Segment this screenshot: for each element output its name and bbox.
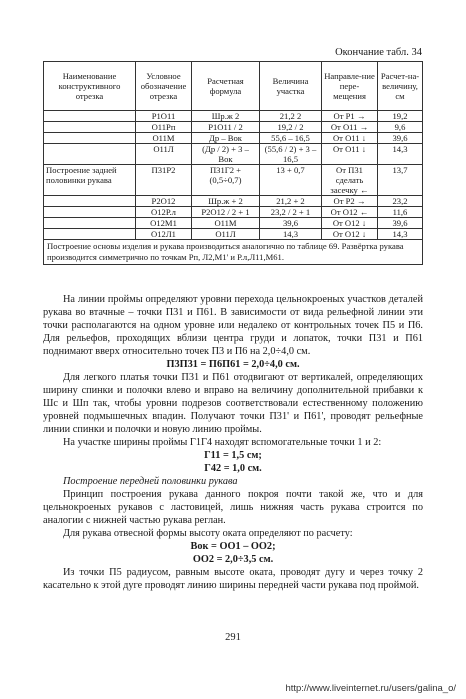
body-text bbox=[43, 293, 423, 592]
table-cell: О12Р.л bbox=[136, 207, 192, 218]
watermark-url: http://www.liveinternet.ru/users/galina_o/ bbox=[285, 683, 456, 694]
formula: Г11 = 1,5 см; bbox=[204, 450, 262, 461]
table-row bbox=[44, 122, 423, 133]
paragraph: Для легкого платья точки П31 и П61 отодвигают от вертикалей, определяющих ширину спинки и полочки влево и вправо на величину дополнительной прибавки к Шс и Шп так, чтобы уровни подрезов соответствовали естественному положению уровней подмышечных впадин. Получают точки П31' и П61', проводят рельефные линии спинки и полочки и новую линию проймы. bbox=[43, 372, 423, 435]
table-cell: 23,2 / 2 + 1 bbox=[260, 207, 322, 218]
table-cell: 14,3 bbox=[260, 229, 322, 240]
table-cell: 11,6 bbox=[378, 207, 423, 218]
table-row bbox=[44, 165, 423, 196]
header-cell: Наименование конструктивного отрезка bbox=[44, 62, 136, 111]
formula: ОО2 = 2,0÷3,5 см. bbox=[192, 554, 274, 565]
table-cell: 39,6 bbox=[378, 218, 423, 229]
table-cell: О11Рп bbox=[136, 122, 192, 133]
table-cell: 19,2 / 2 bbox=[260, 122, 322, 133]
table-caption: Окончание табл. 34 bbox=[335, 47, 422, 58]
table-cell: От О11 ↓ bbox=[322, 144, 378, 165]
table-cell: Построение задней половинки рукава bbox=[44, 165, 136, 196]
header-cell: Направле-ние пере-мещения bbox=[322, 62, 378, 111]
table-cell: 23,2 bbox=[378, 196, 423, 207]
table-cell bbox=[44, 111, 136, 122]
table-cell: Шр.ж + 2 bbox=[192, 196, 260, 207]
table-cell: 21,2 2 bbox=[260, 111, 322, 122]
table-cell bbox=[44, 122, 136, 133]
section-heading: Построение передней половинки рукава bbox=[63, 476, 238, 487]
table-row bbox=[44, 133, 423, 144]
table-cell bbox=[44, 207, 136, 218]
table-cell: П31Р2 bbox=[136, 165, 192, 196]
table-cell: О11Л bbox=[192, 229, 260, 240]
table-cell: О11М bbox=[136, 133, 192, 144]
header-cell: Расчетная формула bbox=[192, 62, 260, 111]
formula: П3П31 = П6П61 = 2,0÷4,0 см. bbox=[166, 359, 300, 370]
table-cell: О11М bbox=[192, 218, 260, 229]
header-cell: Расчет-на-величину, см bbox=[378, 62, 423, 111]
table-row bbox=[44, 218, 423, 229]
paragraph: На линии проймы определяют уровни перехода цельнокроеных участков деталей рукава во втачные – точки П31 и П61. В зависимости от вида рельефной линии эти точки располагаются на одном уровне или недалеко от контрольных точек П5 и П6. Для рельефов, проходящих вблизи центра груди и лопаток, точки П31 и П61 поднимают вверх относительно точек П3 и П6 на 2,0÷4,0 см. bbox=[43, 294, 423, 357]
table-cell: От О11 → bbox=[322, 122, 378, 133]
table-cell: 39,6 bbox=[260, 218, 322, 229]
data-table bbox=[43, 61, 423, 265]
table-cell: Р1О11 bbox=[136, 111, 192, 122]
table-cell bbox=[44, 218, 136, 229]
header-cell: Условное обозначение отрезка bbox=[136, 62, 192, 111]
table-cell: О12Л1 bbox=[136, 229, 192, 240]
table-cell: От О11 ↓ bbox=[322, 133, 378, 144]
table-cell bbox=[44, 133, 136, 144]
table-cell: От Р1 → bbox=[322, 111, 378, 122]
table-cell: (55,6 / 2) + 3 – 16,5 bbox=[260, 144, 322, 165]
header-cell: Величина участка bbox=[260, 62, 322, 111]
table-cell: От О12 ← bbox=[322, 207, 378, 218]
table-row bbox=[44, 196, 423, 207]
table-cell: Др – Вок bbox=[192, 133, 260, 144]
table-cell bbox=[44, 144, 136, 165]
table-row bbox=[44, 111, 423, 122]
formula: Вок = ОО1 – ОО2; bbox=[190, 541, 276, 552]
page-number: 291 bbox=[225, 632, 241, 643]
paragraph: Принцип построения рукава данного покроя почти такой же, что и для цельнокроеных рукавов с ластовицей, лишь нижняя часть рукава строится по аналогии с нижней частью рукава реглан. bbox=[43, 489, 423, 526]
table-cell: Шр.ж 2 bbox=[192, 111, 260, 122]
table-cell: 14,3 bbox=[378, 229, 423, 240]
table-cell: От П31 сделать засечку ← bbox=[322, 165, 378, 196]
table-cell: 19,2 bbox=[378, 111, 423, 122]
table-cell: 21,2 + 2 bbox=[260, 196, 322, 207]
table-cell: 14,3 bbox=[378, 144, 423, 165]
table-cell: 13,7 bbox=[378, 165, 423, 196]
table-cell: 55,6 – 16,5 bbox=[260, 133, 322, 144]
table-cell: (Др / 2) + 3 – Вок bbox=[192, 144, 260, 165]
table-cell: Р2О12 / 2 + 1 bbox=[192, 207, 260, 218]
formula: Г42 = 1,0 см. bbox=[204, 463, 262, 474]
table-cell: От О12 ↓ bbox=[322, 229, 378, 240]
table-cell: О12М1 bbox=[136, 218, 192, 229]
table-cell: О11Л bbox=[136, 144, 192, 165]
table-row bbox=[44, 229, 423, 240]
paragraph: На участке ширины проймы Г1Г4 находят вспомогательные точки 1 и 2: bbox=[63, 437, 382, 448]
table-row bbox=[44, 207, 423, 218]
table-cell bbox=[44, 196, 136, 207]
table-cell: 39,6 bbox=[378, 133, 423, 144]
table-cell: От О12 ↓ bbox=[322, 218, 378, 229]
table-cell: Р1О11 / 2 bbox=[192, 122, 260, 133]
table-cell: 13 + 0,7 bbox=[260, 165, 322, 196]
paragraph: Для рукава отвесной формы высоту оката определяют по расчету: bbox=[63, 528, 353, 539]
table-row bbox=[44, 144, 423, 165]
table-header-row bbox=[44, 62, 423, 111]
paragraph: Из точки П5 радиусом, равным высоте оката, проводят дугу и через точку 2 касательно к этой дуге проводят линию ширины передней части рукава под проймой. bbox=[43, 567, 423, 591]
table-cell bbox=[44, 229, 136, 240]
table-note: Построение основы изделия и рукава производиться аналогично по таблице 69. Развёртка рукава производится симметрично по точкам Рп, Л2,М1' и Р.л,Л11,М61. bbox=[44, 240, 423, 265]
table-cell: П31Г2 + (0,5÷0,7) bbox=[192, 165, 260, 196]
table-cell: Р2О12 bbox=[136, 196, 192, 207]
table-cell: 9,6 bbox=[378, 122, 423, 133]
table-cell: От Р2 → bbox=[322, 196, 378, 207]
table-note-row bbox=[44, 240, 423, 265]
